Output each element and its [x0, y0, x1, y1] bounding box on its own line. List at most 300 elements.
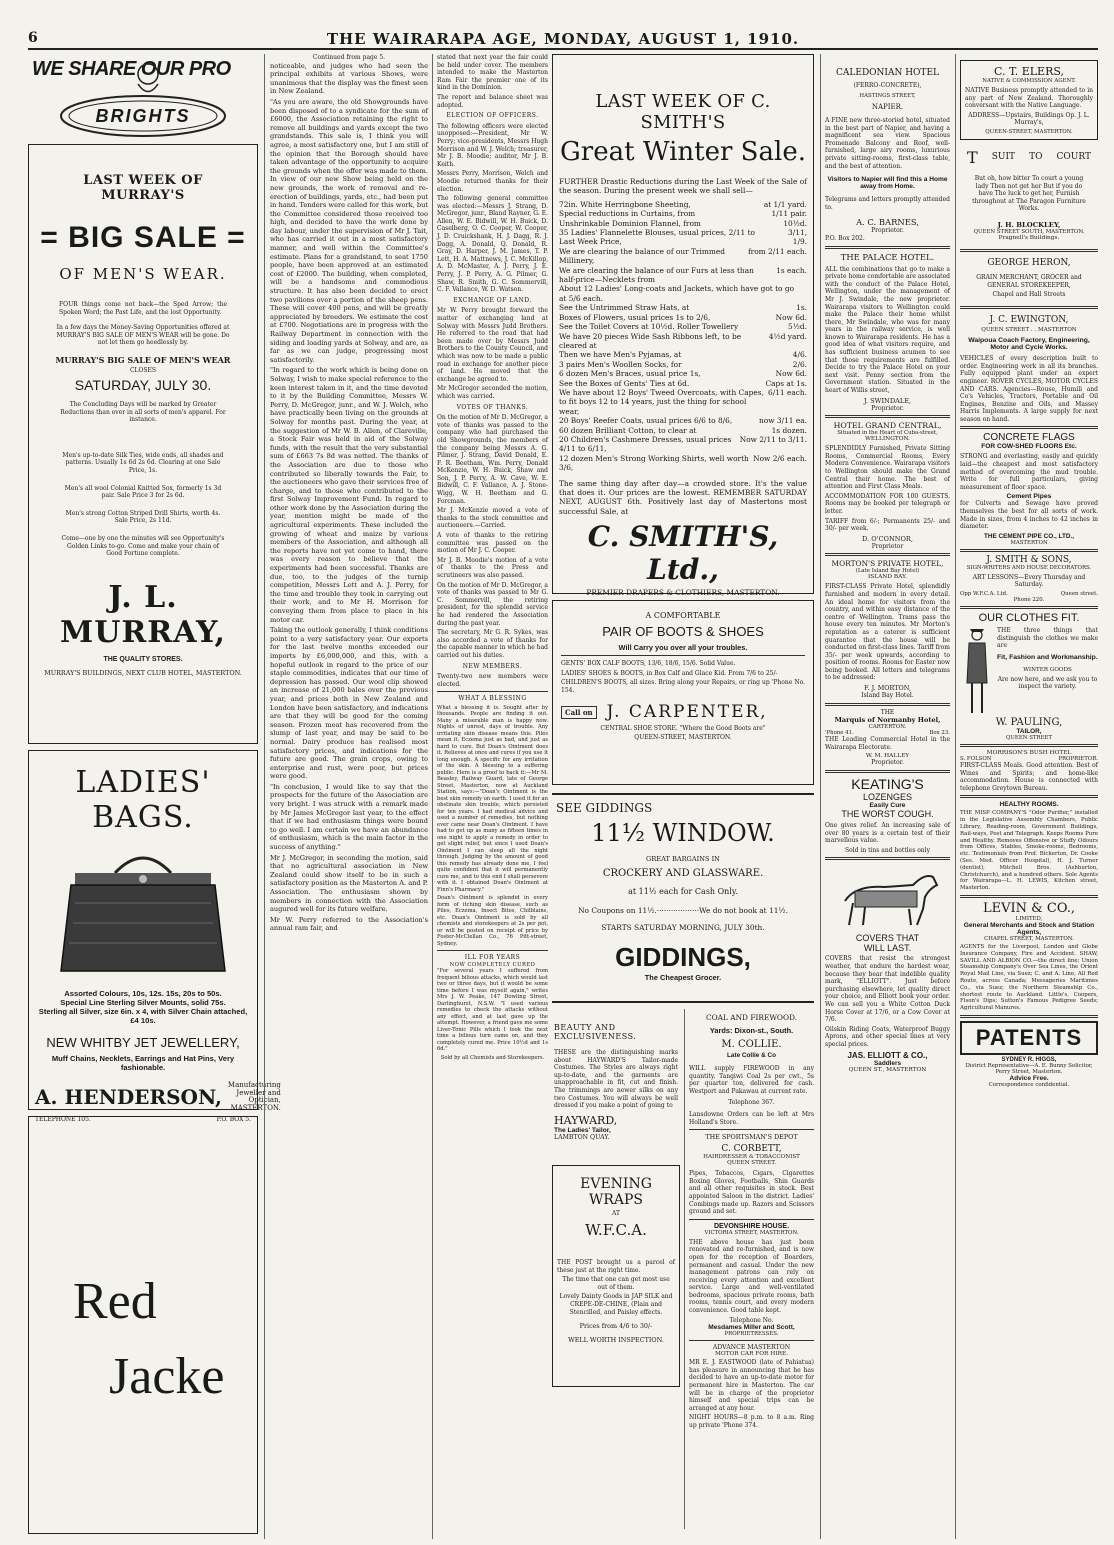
murray-p1: FOUR things come not back—the Sped Arrow; the Spoken Word; the Past Life, and the lost Opportunity. — [59, 301, 227, 316]
clothes-p: THE three things that distinguish the clothes we make are — [997, 627, 1098, 650]
murray-item3: Men's strong Cotton Striped Drill Shirts, worth 4s. Sale Price, 2s 11d. — [65, 509, 221, 525]
col2-para-7: Mr W. Perry referred to the Association's annual ram fair, and — [270, 915, 428, 933]
morton-h: MORTON'S PRIVATE HOTEL, — [831, 559, 944, 569]
grand-town: WELLINGTON. — [864, 436, 911, 443]
carpenter-sub: CENTRAL SHOE STORE. "Where the Good Boots are" — [600, 725, 766, 733]
col2-para-1: noticeable, and judges who had seen the principal exhibits at various Shows, were unanimous that the display was the finest seen in New Zealand. — [270, 61, 428, 96]
smith-item-row — [559, 426, 807, 435]
advance-h: ADVANCE MASTERTON — [712, 1344, 791, 1352]
heron-name: GEORGE HERON, — [987, 257, 1071, 268]
col2-para-6: Mr J. McGregor, in seconding the motion, said that no agricultural association in New Zealand could show itself to be in such a satisfactory position as the Masterton A. and P. Association. The enthusiasm shown by members in connection with the Association augured well for its future welfare. — [270, 853, 428, 914]
smith-item-desc: 20 Children's Cashmere Dresses, usual prices 4/11 to 6/11, — [559, 434, 732, 454]
keating-p: One gives relief. An increasing sale of over 80 years is a certain test of their marvellous value. — [825, 822, 950, 845]
smith-item-row — [559, 209, 807, 218]
cal-prop: Proprietor. — [871, 227, 904, 235]
smith-item-desc: 3 pairs Men's Woollen Socks, for — [559, 359, 682, 369]
h-thanks: VOTES OF THANKS. — [456, 403, 529, 411]
concrete-addr: MASTERTON — [1010, 539, 1048, 546]
keating-worst: THE WORST COUGH. — [841, 809, 934, 820]
smith-sub: PREMIER DRAPERS & CLOTHIERS, MASTERTON. — [586, 588, 780, 598]
banner-scroll-text: BRIGHTS — [95, 106, 191, 126]
boots-line1: A COMFORTABLE — [645, 611, 721, 620]
h-election: ELECTION OF OFFICERS. — [446, 112, 539, 120]
smith-item-row — [559, 313, 807, 322]
advance-night: NIGHT HOURS—8 p.m. to 8 a.m. Ring up private 'Phone 374. — [689, 1414, 814, 1429]
col3-p18: Sold by all Chemists and Storekeepers. — [440, 1054, 545, 1061]
column-3 — [432, 54, 548, 1539]
normanby-advert — [825, 709, 950, 767]
clothes-fit: Fit, Fashion and Workmanship. — [997, 653, 1098, 661]
smith-item-price: 4/6. — [792, 350, 807, 360]
henderson-name: A. HENDERSON, — [35, 1085, 222, 1110]
h-blessing: WHAT A BLESSING — [458, 695, 527, 703]
wraps-close: WELL WORTH INSPECTION. — [568, 1336, 664, 1345]
sports-name: C. CORBETT, — [721, 1144, 782, 1155]
keating-easy: Easily Cure — [869, 802, 906, 810]
col3-p13: The secretary, Mr G. R. Sykes, was also accorded a vote of thanks for the capable manner in which he had carried out his duties. — [437, 629, 548, 659]
column-4 — [552, 54, 814, 1539]
ewington-name: J. C. EWINGTON, — [989, 315, 1069, 326]
smith-item-desc: 20 Boys' Reefer Coats, usual prices 6/6 to 8/6, — [559, 416, 733, 426]
smith-item-desc: See the Toilet Covers at 10½d. Roller Towellery — [559, 322, 739, 332]
cal-h: CALEDONIAN HOTEL — [836, 68, 939, 78]
smith-item-desc: We have about 12 Boys' Tweed Overcoats, with Capes, to fit boys 12 to 14 years, just the thing for school wear, — [559, 387, 764, 416]
sports-trade: HAIRDRESSER & TOBACCONIST — [703, 1154, 800, 1161]
morton-addr: Island Bay Hotel. — [861, 692, 914, 700]
clothes-p2: Are now here, and we ask you to inspect the variety. — [997, 675, 1098, 691]
giddings-advert — [552, 793, 814, 1003]
smith-item-row — [559, 454, 807, 473]
smith-item-desc: Then we have Men's Pyjamas, at — [559, 350, 682, 360]
smith-item-price: 3/11, — [788, 228, 807, 238]
col3-p5: The following general committee was elected:—Messrs J. Strang, D. McGregor, junr., Bland Rayner, G. E. Allen, W. E. Bidwill, W. H. Buick, D. Caselberg, O. C. Cooper, W. Cooper, J. D. Cruickshank, H. J. Dagg, R. J. Dagg, A. Donald, Q. Donald, R. Gray, D. Harper, J. M. James, T. P. Lett, H. A. Mattnews, J. C. McKillop, A. D. McMaster, A. J. Perry, J. E. Perry, J. P. Perry, A. G. Pilmer, G. Shaw, R. Smith, G. C. Sommervill, C. F. Vallance, W. D. Watson. — [437, 195, 548, 294]
suit-to: TO — [1029, 152, 1043, 163]
col3-p8: On the motion of Mr D. McGregor, a vote of thanks was passed to the company who had purchased the old Showgrounds, the members of the company being Messrs A. G. Pilmer, J. Strang, David Donald, E. F. R. Beetham, Wm. Perry, Donald McKenzie, W. H. Buick, Shaw and Son, J. P. Perry, A. W. Cave, W. E. Bidwill, C. F. Vallance, A. J. Stone-Wigg, W. H. Beetham and G. Forcman. — [437, 414, 548, 505]
concrete-advert — [960, 432, 1098, 545]
giddings-see: SEE GIDDINGS — [556, 801, 653, 815]
pauling-name: W. PAULING, — [995, 717, 1063, 728]
col3-p9: Mr J. McKenzie moved a vote of thanks to the stock committee and auctioneers.—Carried. — [437, 507, 548, 530]
murray-headline: LAST WEEK OF MURRAY'S — [83, 173, 203, 203]
murray-closes-label: MURRAY'S BIG SALE OF MEN'S WEAR — [55, 354, 231, 365]
healthy-rooms-advert — [960, 801, 1098, 892]
smith-advert — [552, 54, 814, 598]
smith-item-desc: Boxes of Flowers, usual prices 1s to 2/6, — [559, 312, 711, 322]
smith-item-row — [559, 435, 807, 454]
cal-st: HASTINGS STREET, — [859, 93, 916, 99]
h-exchange: EXCHANGE OF LAND. — [453, 296, 532, 304]
hayward-name: HAYWARD, — [554, 1113, 618, 1127]
concrete-p2: for Culverts and Sewage have proved themselves the best for all sorts of work. Made in sizes, from 4 inches to 42 inches in diameter. — [960, 500, 1098, 531]
smith-item-price: Now 6d. — [775, 369, 807, 379]
morton-sub: (Late Island Bay Hotel) — [855, 568, 920, 575]
smithsons-phone: Phone 220. — [1013, 597, 1045, 603]
pauling-trade: TAILOR, — [1016, 728, 1042, 735]
elliott-name: JAS. ELLIOTT & CO., — [847, 1050, 928, 1060]
murray-sub: OF MEN'S WEAR. — [59, 265, 227, 283]
smith-item-row — [559, 322, 807, 331]
wraps-advert — [552, 1165, 680, 1387]
coal-p2: Lansdowne Orders can be left at Mrs Holland's Store. — [689, 1110, 814, 1126]
grand-name: D. O'CONNOR, — [862, 534, 913, 543]
col3-p12: On the motion of Mr D. McGregor, a vote of thanks was passed to Mr G. C. Sommervill, the retiring president, for the splendid service he had rendered the Association during the past year. — [437, 581, 548, 627]
murray-item1: Men's up-to-date Silk Ties, wide ends, all shades and patterns. Usually 1s 6d 2s 6d. Clearing at one Sale Price, 1s. — [62, 451, 224, 474]
smith-item-row — [559, 237, 807, 246]
ewington-p: VEHICLES of every description built to order. Engineering work in all its branches. Fully equipped plant under an expert engineer. ROVER CYCLES, MOTOR CYCLES AND CARS. Agencies—Rouse, Humili and Co's Vehicles, Tractors, Portable and Oil Engines, Benzine and Oils, and Massey Harris Implements. A large supply for next season on hand. — [960, 355, 1098, 423]
devon-h: DEVONSHIRE HOUSE. — [713, 1222, 790, 1230]
smith-item-row — [559, 369, 807, 378]
column-2 — [264, 54, 428, 1539]
col3-p14: Twenty-two new members were elected. — [437, 673, 548, 688]
levin-name: LEVIN & CO., — [983, 900, 1075, 916]
smith-item-desc: Special reductions in Curtains, from — [559, 209, 696, 219]
henderson-bags-advert — [28, 750, 281, 1124]
murray-p2: In a few days the Money-Saving Opportunities offered at MURRAY'S BIG SALE OF MEN'S WEAR will be gone. Do not let them go heedlessly by. — [56, 324, 230, 347]
smithsons-addr: Opp W.F.C.A. Ltd. — [960, 591, 1008, 597]
smith-item-price: from 2/11 each. — [747, 246, 807, 256]
grand-acc: ACCOMMODATION FOR 100 GUESTS. Rooms may be booked per telegraph or letter. — [825, 492, 950, 515]
jacket-line2: Jacke — [109, 1348, 225, 1405]
smith-headline-2: Great Winter Sale. — [560, 137, 806, 167]
col3-p10: A vote of thanks to the retiring committee was passed on the motion of Mr J. C. Cooper. — [437, 532, 548, 555]
morton-p: FIRST-CLASS Private Hotel, splendidly furnished and modern in every detail. An ideal home for visitors from the country, and within easy distance of the centre of Wellington. Trams pass the house every ten minutes. Mr Morton's reputation as a caterer is sufficient guarantee that the house will be conducted on first-class lines. Tariff from 35/- per week upwards, according to position of rooms. Rooms for Easter now being booked. All letters and telegrams to be addressed: — [825, 583, 950, 682]
coal-tel: Telephone 367. — [728, 1099, 775, 1107]
wraps-h: EVENING WRAPS — [580, 1176, 652, 1208]
smith-item-row — [559, 360, 807, 369]
elliott-trade: Saddlers — [874, 1059, 901, 1067]
morton-advert — [825, 559, 950, 699]
col3-p7: Mr McGregor seconded the motion, which was carried. — [437, 385, 548, 400]
suit-s1: SUIT — [991, 152, 1016, 163]
normanby-the: THE — [880, 708, 895, 716]
smith-name: C. SMITH'S, Ltd., — [587, 520, 779, 587]
devon-prop: PROPRIETRESSES. — [724, 1331, 779, 1338]
morrison-advert — [960, 750, 1098, 792]
smith-item-row — [559, 247, 807, 266]
devonshire-advert — [689, 1223, 814, 1338]
bags-headline: LADIES' BAGS. — [75, 765, 211, 835]
col3-p11: Mr J. B. Moodie's motion of a vote of thanks to the Press and scrutineers was also passed. — [437, 556, 548, 579]
concrete-p: STRONG and everlasting, easily and quickly laid—the cheapest and most satisfactory method of overcoming the mud trouble. Write for full particulars, giving measurement of floor space. — [960, 453, 1098, 491]
wraps-name: W.F.C.A. — [585, 1221, 647, 1239]
grand-p: SPLENDIDLY Furnished, Private Sitting Rooms, Commercial Rooms, Every Modern Convenience. Wairarapa visitors to Wellington should make the Grand Central their home. The best of attention and First Class Meals. — [825, 445, 950, 491]
grand-central-advert — [825, 421, 950, 550]
normanby-h: Marquis of Normanby Hotel, — [834, 716, 941, 725]
col2-para-3: "In regard to the work which is being done on Solway, I wish to make special reference to the keen interest taken in it, and the time devoted to it by the Building Committee, Messrs W. Perry, D. McGregor, junr., and W. J. Welch, who have practically been living on the grounds at Solway for months past. During the year, at the suggestion of Mr W. B. Allen, of Clareville, a Stock Fair was held in aid of the Solway funds, with the result that the very substantial sum of £663 7s 8d was netted. The thanks of the Association are due to those who contributed so liberally towards the Fair, to the auctioneers who gave their services free of charge, and to those who contributed to the first Solway Improvement Fund. In regard to other work done by the Association during the year, mention might be made of the agricultural experiments. These included the growing of wheat and maize by various members of the Association, and although all the reports have not yet come to hand, there was every reason to believe that the experiments had been successful. Thanks are due, too, to the judges of the turnip competition, Messrs Lett and A. J. Perry, for the time and trouble they took in carrying out their work, and to Mr H. Morrison for conveying them from place to place in his motor car. — [270, 366, 428, 624]
smith-item-row — [559, 303, 807, 312]
coal-advert — [689, 1009, 814, 1126]
henderson-trade: Manufacturing Jeweller and Optician, MASTERTON. — [227, 1081, 281, 1112]
heron-p: GRAIN MERCHANT, GROCER and GENERAL STOREKEEPER, — [976, 273, 1082, 289]
cal-box: P.O. Box 202. — [825, 234, 865, 242]
smith-item-price: Now 2/6 each. — [753, 453, 807, 463]
bags-line3: Sterling all Silver, size 6in. x 4, with Silver Chain attached, £4 10s. — [38, 1007, 248, 1025]
elliott-covers-advert — [825, 863, 950, 1072]
caledonian-advert — [825, 54, 950, 243]
col3-p1: stated that next year the fair could be held under cover. The members intended to make the Masterton Ram Fair the premier one of its kind in the Dominion. — [437, 54, 548, 92]
grand-sub: Situated in the Heart of Cuba-street, — [837, 430, 938, 437]
elers-name: C. T. ELERS, — [993, 65, 1065, 78]
brights-banner — [28, 54, 258, 144]
elers-st: QUEEN-STREET, MASTERTON. — [985, 128, 1073, 135]
pauling-advert — [960, 612, 1098, 741]
wraps-p2: The time that one can get most use out of them. — [562, 1276, 670, 1291]
keating-h: KEATING'S — [851, 776, 924, 793]
suit-court: COURT — [1056, 152, 1091, 163]
smith-item-desc: See the Untrimmed Straw Hats, at — [559, 303, 690, 313]
col3-p3: The following officers were elected unopposed:—President, Mr W. Perry; vice-presidents, Messrs Hugh Morrison and W. J. Welch; treasurer, Mr J. B. Moodie; auditor, Mr J. B. Keith. — [437, 122, 548, 168]
sports-addr: QUEEN STREET. — [727, 1160, 776, 1167]
smith-item-row — [559, 284, 807, 303]
levin-addr: CHAPEL STREET, MASTERTON. — [984, 935, 1074, 942]
smith-item-price: at 1/1 yard. — [763, 199, 807, 209]
normanby-box: Box 23. — [929, 730, 950, 737]
smith-item-price: 2/6. — [792, 359, 807, 369]
boots-line3: Will Carry you over all your troubles. — [618, 643, 748, 652]
coal-late: Late Collie & Co — [726, 1052, 776, 1059]
col3-p17: "For several years I suffered from frequent bilious attacks, which would last two or three days, but it would be some time before I was myself again," writes Mrs J. W. Peake, 147 Dowling Street, Darlinghurst, N.S.W. "I used various remedies to check the attacks without any effect, and at last gave up the attempt. However, a friend gave me some Liver-Tonic Pills which I took the next time a bilious turn came on, and they completely cured me. Price 10½d and 1s 6d." — [437, 968, 548, 1052]
cal-p: A FINE new three-storied hotel, situated in the best part of Napier, and having a magnificent sea view. Spacious Promenade Balcony and Roof, well-furnished, large airy rooms, luxurious private sitting-rooms, first-class table, and the best of attention. — [825, 117, 950, 170]
murray-date: SATURDAY, JULY 30. — [74, 376, 212, 393]
morton-name: F. J. MORTON, — [864, 684, 911, 693]
smith-intro: FURTHER Drastic Reductions during the Last Week of the Sale of the season. During the present week we shall sell— — [559, 177, 807, 196]
sports-h: THE SPORTSMAN'S DEPOT — [705, 1133, 798, 1142]
murray-advert — [28, 144, 258, 744]
keating-sold: Sold in tins and bottles only — [845, 846, 930, 854]
smith-item-price: 10½d. — [783, 218, 807, 228]
cal-visitors: Visitors to Napier will find this a Home away from Home. — [827, 176, 948, 191]
elers-advert — [960, 60, 1098, 140]
wraps-p1: THE POST brought us a parcel of these just at the right time. — [557, 1259, 675, 1274]
smith-item-row — [559, 219, 807, 228]
hayward-sub: The Ladies' Tailor, — [554, 1126, 611, 1134]
carpenter-advert — [552, 600, 814, 785]
morton-town: ISLAND BAY. — [868, 574, 907, 581]
blockley-name: J. H. BLOCKLEY, — [997, 220, 1061, 229]
normanby-town: CARTERTON. — [868, 724, 907, 731]
normanby-p: THE Leading Commercial Hotel in the Wairarapa Electorate. — [825, 736, 950, 751]
normanby-phone: 'Phone 41. — [825, 730, 854, 737]
levin-h: General Merchants and Stock and Station Agents, — [963, 921, 1095, 936]
concrete-sub: FOR COW-SHED FLOORS Etc. — [981, 443, 1077, 451]
smith-item-row — [559, 228, 807, 237]
bags-jewel-sub: Muff Chains, Necklets, Earrings and Hat Pins, Very fashionable. — [51, 1054, 235, 1072]
beauty-p: THESE are the distinguishing marks about HAYWARD'S Tailor-made Costumes. The Styles are always right up-to-date, and the garments are unapproachable in fit, cut and finish. The trimmings are newer silks on any two Costumes. You will always be well dressed if you make a point of going to — [554, 1049, 678, 1110]
smith-item-list — [559, 200, 807, 473]
col3-p4: Messrs Perry, Morrison, Welch and Moodie returned thanks for their election. — [437, 170, 548, 193]
smith-close: The same thing day after day—a crowded store. It's the value that does it. Our prices are the lowest. REMEMBER SATURDAY NEXT, AUGUST 6th. Positively last day of Mastertons most successful Sale, at — [559, 478, 807, 516]
advance-advert — [689, 1344, 814, 1429]
palace-p: ALL the combinations that go to make a private home comfortable are associated with the conduct of the Palace Hotel, Wellington, under the management of Mr J. Swindale, the new proprietor. Wairarapa visitors to Wellington could make the Palace their home whilst there, Mr Swindale, who was for many years in the railway service, is well known to Wairarapa residents. He has a good idea of what visitors require, and has sufficient business acumen to see that those requirements are fulfilled. Decide to try the Palace Hotel on your next visit. Penny section from the Government station. Situated in the heart of Willis street, — [825, 265, 950, 395]
giddings-l5: STARTS SATURDAY MORNING, JULY 30th. — [601, 923, 765, 932]
col2-para-2: "As you are aware, the old Showgrounds have been disposed of to a syndicate for the sum of £6000, the Association retaining the right to remove all buildings and yards except the two grandstands. This sale is, I think you will agree, a most satisfactory one, but I am still of the opinion that the Borough should have taken advantage of the opportunity to acquire the grounds when the offer was made to them. In view of our new Show being held on the new grounds, the work of removal and re-erection of buildings, yards, etc., had been put in hand. Tenders were called for this work, but the Committee considered those received too high, and decided to have the work done by day labour, under the supervision of Mr J. Tait, who has carried it out in a most satisfactory manner, and well within the Committee's estimate. Plans for a grandstand, to seat 1750 people, have been approved at an estimated cost of £2000. The building, when completed, will be a handsome and commodious structure. It has also been decided to erect two pavilions over a portion of the sheep pens. These will cover 400 pens, and will be greatly appreciated by breeders. We estimate the cost at £700. Negotiations are in progress with the Railway Department in connection with the siding and loading yards at Solway, and are, as far as we can judge, progressing most satisfactorily. — [270, 97, 428, 364]
smith-item-row — [559, 350, 807, 359]
smith-item-price: 1/9. — [792, 237, 807, 247]
gentleman-icon — [960, 627, 994, 717]
bags-line1: Assorted Colours, 10s, 12s. 15s, 20s to 50s. — [64, 989, 222, 998]
bags-line2: Special Line Sterling Silver Mounts, solid 75s. — [60, 998, 226, 1007]
smith-headline: LAST WEEK OF C. SMITH'S — [595, 91, 771, 133]
cal-sub: (FERRO-CONCRETE), — [853, 82, 922, 89]
giddings-l2: CROCKERY AND GLASSWARE. — [602, 868, 764, 879]
smith-item-desc: See the Boxes of Gents' Ties at 6d. — [559, 378, 690, 388]
smith-item-desc: 6 dozen Men's Braces, usual price 1s, — [559, 369, 701, 379]
normanby-name: W. M. HALLEY — [865, 753, 910, 760]
wraps-price: Prices from 4/6 to 30/- — [579, 1322, 653, 1331]
murray-name: J. L. MURRAY, — [59, 579, 226, 650]
patents-advert — [960, 1021, 1098, 1088]
healthy-h: HEALTHY ROOMS. — [999, 801, 1059, 809]
murray-stores: THE QUALITY STORES. — [103, 655, 183, 663]
cal-tel: Telegrams and letters promptly attended to. — [825, 196, 950, 211]
smith-item-row — [559, 379, 807, 388]
patents-sub: District Representative—A. E. Bunny Solicitor, Perry Street, Masterton. — [965, 1062, 1093, 1075]
covers-p: COVERS that resist the strongest weather, that endure the hardest wear, because they bear that indelible quality mark, "ELLIOTT". Just before purchasing elsewhere, let quality direct your choice, and Elliott book your order. We can sell you a White Cotton Duck Horse Cover at 17/6, or a Cow Cover at 7/6. — [825, 955, 950, 1024]
coal-name: M. COLLIE. — [721, 1039, 782, 1050]
murray-p4: Come—one by one the minutes will see Opportunity's Golden Links to-go. Come and make your chain of Good Fortune complete. — [61, 534, 225, 558]
smith-item-price: now 3/11 ea. — [759, 416, 807, 426]
smith-item-price: 1s. — [796, 303, 807, 313]
h-ill: ILL FOR YEARS — [464, 954, 521, 962]
murray-address: MURRAY'S BUILDINGS, NEXT CLUB HOTEL, MASTERTON. — [44, 668, 242, 677]
advance-p: MR E. J. EASTWOOD (late of Pahiatua) has pleasure in announcing that he has decided to have an up-to-date motor for permanent hire in Masterton. The car will be in charge of the proprietor himself and special trips can be arranged at any hour. — [689, 1359, 814, 1412]
levin-p: AGENTS for the Liverpool, London and Globe Insurance Company, Fire and Accident. SHAW, SAVILL AND ALBION CO.—the direct line; Union Steamship Company's Over Sea Lines, the Orient Royal Mail Line, via Suez; C. and A. Line, All Red Route, across Canada; Messageries Maritimes Co., via Suez; the Northern Steamship Co., shortest route to Auckland. Little's, Coopers, Fison's Dips; Sutton's Famous Pedigree Seeds; Agricultural Manures. — [960, 943, 1098, 1012]
smith-item-desc: About 12 Ladies' Long-coats and Jackets, which have got to go at 5/6 each. — [559, 284, 795, 303]
carpenter-call: Call on — [561, 706, 597, 719]
covers-h: COVERS THAT — [855, 933, 920, 944]
smith-item-desc: Unshrinkable Dominion Flannel, from — [559, 218, 701, 228]
beauty-h2: EXCLUSIVENESS. — [554, 1032, 637, 1041]
levin-ltd: LIMITED, — [1015, 915, 1043, 922]
blockley-bld: Pragnell's Buildings. — [998, 234, 1060, 241]
boots-item1: GENTS' BOX CALF BOOTS, 13/6, 18/6, 15/6. Solid Value. — [561, 660, 736, 667]
column-5 — [820, 54, 950, 1539]
smithsons-sub: SIGN-WRITERS AND HOUSE DECORATORS. — [966, 564, 1092, 571]
palace-name: J. SWINDALE, — [863, 396, 912, 405]
palace-advert — [825, 252, 950, 413]
col2-para-5: "In conclusion, I would like to say that the prospects for the future of the Association are very bright. I was struck with a remark made by Mr James McGregor last year, to the effect that if we had enthusiasm things were bound to go well. I am certain we have an abundance of enthusiasm, which is the main factor in the success of anything." — [270, 782, 428, 852]
masthead — [28, 28, 1098, 50]
col3-p2: The report and balance sheet was adopted. — [437, 93, 548, 109]
henderson-box: P.O. BOX 5. — [216, 1116, 251, 1124]
col3-p16: Doan's Ointment is splendid in every form of itching skin disease, such as Piles, Eczema, Insect Bites, Chilblains, etc. Doan's Ointment is sold by all chemists and storekeepers at 2s per pot, or will be posted on receipt of price by Foster-McClellan Co., 76 Pitt-street, Sydney. — [437, 895, 548, 947]
smithsons-st: Queen street. — [1060, 591, 1098, 597]
healthy-p: THE MISP COMPANY'S "Odor Purifier," installed in the Legislative Assembly Chambers, Public Library, Reading-room, Government Buildings, Rail-ways, Post and Telegraph. Keeps Rooms Pure and Healthy. Removes Offensive or Stuffy Odours from Offices, Stables, Smoke-rooms, Bedrooms, etc. Testimonials from Prof. Bickerton, Dr. Cooke (Ses. Med. Officer Hospital), H. J. Turner (dentist), Mitchell Bros. (Ashburton, Christchurch), and a hundred others. Sole Agents for Wairarapa—L. H. LEWIS, Kitchen street, Masterton. — [960, 810, 1098, 892]
covers-p2: Oilskin Riding Coats, Waterproof Buggy Aprons, and other special lines at very special prices. — [825, 1025, 950, 1048]
heron-advert — [960, 258, 1098, 298]
continued-note: Continued from page 5. — [312, 54, 386, 61]
smith-item-price: 1/11 pair. — [771, 209, 807, 219]
smith-item-row — [559, 416, 807, 425]
smith-item-row — [559, 200, 807, 209]
smith-item-desc: 72in. White Herringbone Sheeting, — [559, 199, 691, 209]
smith-item-desc: We are clearing the balance of our Trimmed Millinery, — [559, 246, 725, 266]
horse-icon — [825, 863, 951, 933]
coal-p: WILL supply FIREWOOD in any quantity. Tangiwi Coal 2s per cwt., 5s per quarter ton, delivered for cash. Westport and Pakawau at current rate. — [689, 1065, 814, 1095]
beauty-h1: BEAUTY AND — [554, 1023, 616, 1032]
keating-advert — [825, 776, 950, 854]
elliott-addr: QUEEN ST., MASTERTON — [848, 1066, 927, 1073]
bags-jewel: NEW WHITBY JET JEWELLERY, — [46, 1035, 240, 1050]
morrison-name: S. FOLSON — [960, 756, 992, 762]
boots-item3: CHILDREN'S BOOTS, all sizes. Bring along your Repairs, or ring up 'Phone No. 154. — [561, 679, 805, 694]
smith-item-price: 6/11 each. — [768, 387, 807, 397]
coal-h: COAL AND FIREWOOD. — [705, 1013, 798, 1022]
clothes-h: OUR CLOTHES FIT. — [978, 612, 1080, 624]
smith-item-price: 1s each. — [776, 265, 807, 275]
patents-name: SYDNEY R. HIGGS, — [1001, 1056, 1057, 1063]
levin-advert — [960, 901, 1098, 1012]
morrison-h: MORRISON'S BUSH HOTEL — [986, 750, 1072, 756]
advance-sub: MOTOR CAR FOR HIRE. — [714, 1351, 789, 1358]
suit-t: T — [967, 147, 978, 167]
giddings-l4: No Coupons on 11½.··················We do not book at 11½. — [578, 906, 788, 915]
smithsons-p: ART LESSONS—Every Thursday and Saturday. — [972, 573, 1086, 589]
wraps-p3: Lovely Dainty Goods in JAP SILK and CREPE-DE-CHINE, (Plain and Stencilled, and Paisley effects. — [559, 1293, 673, 1316]
col2-para-4: Taking the outlook generally, I think conditions point to a very satisfactory year. Our exports for the last twelve months exceeded our imports by £6,000,000, and this, with a hopeful outlook in regard to the price of our staple commodities, indicates that our time of depression has passed. Our wool clip showed an increase of 21,000 bales over the previous year, and prices both in New Zealand and London have been satisfactory, and indications are that they will be good for the coming season. Frozen meat has recovered from the slump of last year, and may be said to be normal. Dairy produce has realised most satisfactory prices, and indications for the future are good. The grain crops, owing to enterprise and rust, were poor, but prices were good. — [270, 626, 428, 781]
boots-item2: LADIES' SHOES & BOOTS, in Box Calf and Glace Kid. From 7/6 to 25/- — [561, 669, 778, 677]
wraps-at: AT — [611, 1210, 620, 1217]
smith-item-price: 5½d. — [788, 322, 807, 332]
ewington-h: Waipoua Coach Factory, Engineering, Motor and Cycle Works. — [968, 337, 1090, 352]
concrete-h: CONCRETE FLAGS — [983, 432, 1075, 444]
ewington-advert — [960, 315, 1098, 423]
banner-figure-icon — [28, 54, 258, 144]
giddings-name: GIDDINGS, — [615, 942, 751, 972]
covers-h2: WILL LAST. — [863, 943, 912, 954]
grand-prop: Proprietor — [871, 542, 904, 550]
grand-tariff: TARIFF from 6/-; Permanents 25/- and 30/- per week. — [825, 517, 950, 533]
smith-item-price: Now 6d. — [775, 312, 807, 322]
masthead-title: THE WAIRARAPA AGE, MONDAY, AUGUST 1, 1910. — [326, 30, 800, 48]
keating-sub: LOZENGES — [862, 792, 912, 803]
elers-addr: ADDRESS—Upstairs, Buildings Op. J. L. Murray's, — [968, 111, 1090, 127]
beauty-advert — [552, 1009, 680, 1161]
giddings-l3: at 11½ each for Cash Only. — [628, 887, 738, 896]
patents-corr: Correspondence confidential. — [988, 1081, 1070, 1088]
blockley-addr: QUEEN STREET SOUTH, MASTERTON. — [973, 228, 1085, 235]
blockley-advert — [960, 148, 1098, 241]
smith-item-row — [559, 332, 807, 351]
patents-h: PATENTS — [960, 1021, 1098, 1055]
smith-item-desc: 60 dozen Brilliant Cotton, to clear at — [559, 425, 697, 435]
smith-item-price: Caps at 1s. — [765, 378, 807, 388]
column-1 — [28, 54, 281, 1539]
smithsons-name: J. SMITH & SONS, — [986, 554, 1072, 565]
smith-item-desc: Last Week Price, — [559, 237, 622, 247]
carpenter-addr: QUEEN-STREET, MASTERTON. — [634, 734, 732, 742]
murray-closes: CLOSES — [129, 366, 157, 374]
giddings-window: 11½ WINDOW. — [591, 819, 775, 847]
patents-adv: Advice Free. — [1009, 1074, 1049, 1082]
smith-item-desc: 35 Ladies' Flannelette Blouses, usual prices, 2/11 to — [559, 228, 755, 238]
smith-item-price: 1s dozen. — [771, 425, 807, 435]
smith-item-row — [559, 388, 807, 416]
cal-town: NAPIER. — [871, 103, 904, 111]
boots-line2: PAIR OF BOOTS & SHOES — [602, 624, 764, 639]
murray-big-sale: = BIG SALE = — [40, 221, 246, 254]
jacket-line1: Red — [73, 1273, 157, 1330]
murray-p3: The Concluding Days will be marked by Greater Reductions than ever in all sorts of men's apparel. For instance. — [60, 400, 226, 424]
handbag-icon — [35, 843, 251, 983]
suit-p: But oh, how bitter To court a young lady Then not get her But if you do have The luck to get her, Furnish throughout at The Paragon Furniture Works. — [972, 174, 1086, 213]
page-number: 6 — [28, 30, 38, 46]
banner-top-text: WE SHARE OUR PRO — [32, 58, 231, 80]
ewington-addr: QUEEN STREET . . MASTERTON — [981, 327, 1077, 334]
elers-p: NATIVE Business promptly attended to in any part of New Zealand. Thoroughly conversant with the Native Language. — [965, 87, 1093, 110]
smith-item-desc: We have 20 pieces Wide Sash Ribbons left, to be cleared at — [559, 331, 742, 350]
grand-h: HOTEL GRAND CENTRAL, — [833, 421, 942, 431]
